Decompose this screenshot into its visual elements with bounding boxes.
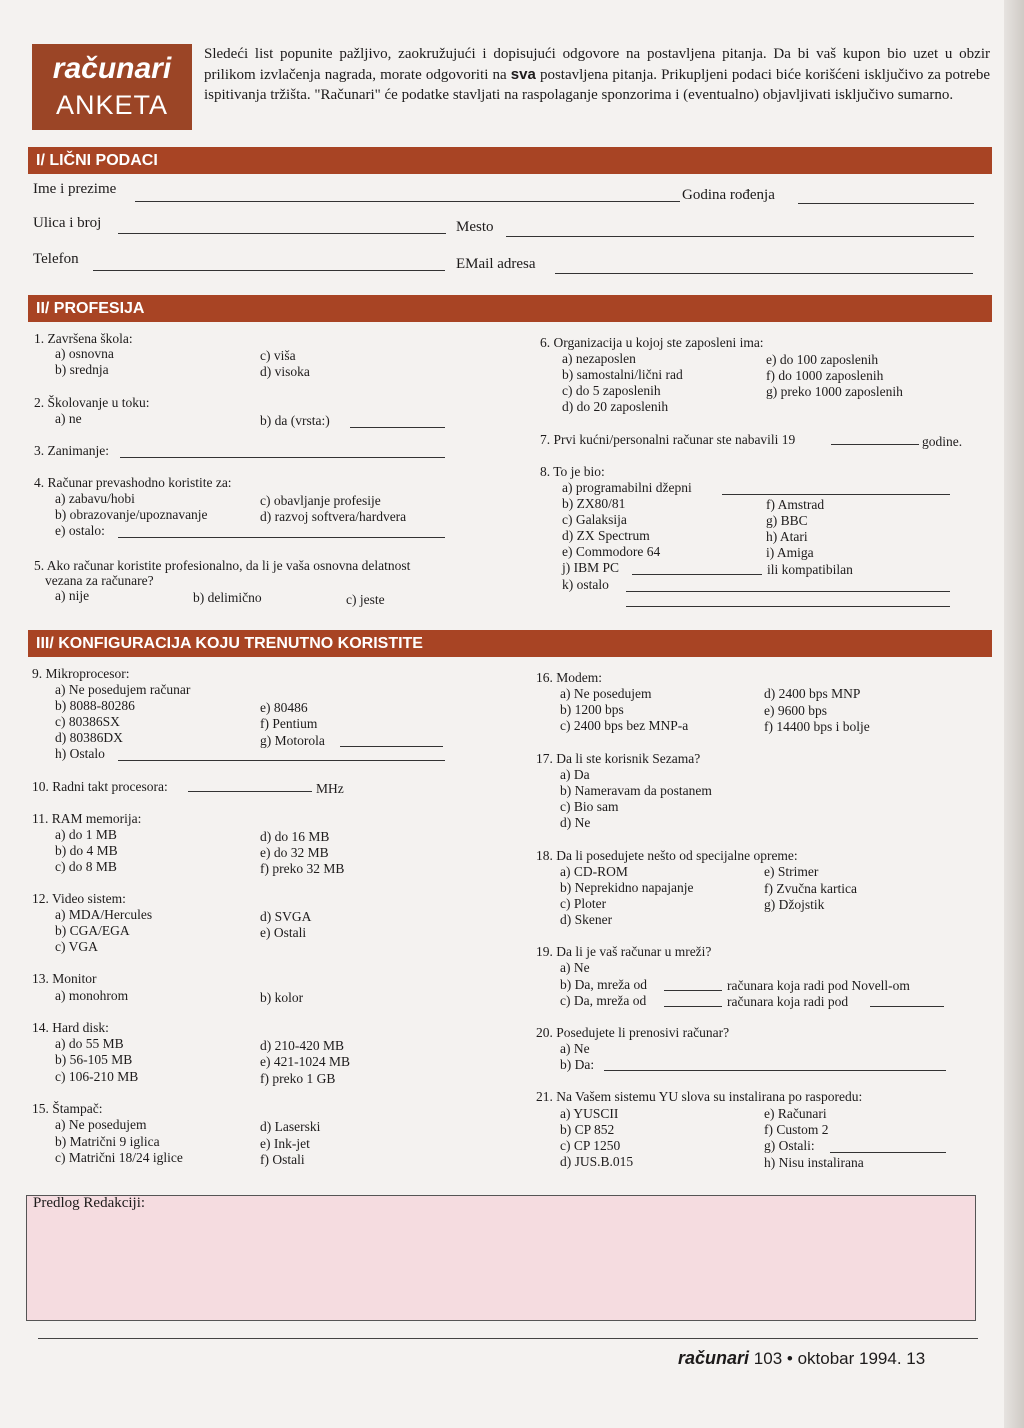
q16-option-e[interactable]: e) 9600 bps xyxy=(764,703,827,718)
q19-option-b-suffix: računara koja radi pod Novell-om xyxy=(727,978,910,993)
q7-year-field[interactable] xyxy=(831,444,919,445)
suggestion-label: Predlog Redakciji: xyxy=(33,1195,146,1211)
logo-title: ANKETA xyxy=(55,90,169,120)
q8-option-f[interactable]: f) Amstrad xyxy=(766,497,825,512)
q14-option-a[interactable]: a) do 55 MB xyxy=(55,1036,124,1051)
q2-text: 2. Školovanje u toku: xyxy=(34,395,150,410)
page-binding-shadow xyxy=(1004,0,1024,1428)
q12-option-d[interactable]: d) SVGA xyxy=(260,909,312,924)
q8-option-c[interactable]: c) Galaksija xyxy=(562,512,627,527)
q7-suffix: godine. xyxy=(922,434,963,449)
q14-option-e[interactable]: e) 421-1024 MB xyxy=(260,1054,350,1069)
q19-novell-count-field[interactable] xyxy=(664,990,722,991)
q18-option-a[interactable]: a) CD-ROM xyxy=(560,864,628,879)
q16-option-c[interactable]: c) 2400 bps bez MNP-a xyxy=(560,718,689,733)
intro-paragraph xyxy=(204,44,990,106)
q16-option-d[interactable]: d) 2400 bps MNP xyxy=(764,686,861,701)
q14-option-f[interactable]: f) preko 1 GB xyxy=(260,1071,336,1086)
q18-option-g[interactable]: g) Džojstik xyxy=(764,897,825,912)
q2-option-a[interactable]: a) ne xyxy=(55,411,82,426)
q21-option-a[interactable]: a) YUSCII xyxy=(560,1106,619,1121)
q10-text: 10. Radni takt procesora: xyxy=(32,779,168,794)
q8-option-k[interactable]: k) ostalo xyxy=(562,577,609,592)
q15-option-b[interactable]: b) Matrični 9 iglica xyxy=(55,1134,160,1149)
q19-option-c-suffix: računara koja radi pod xyxy=(727,994,849,1009)
q8-ibm-field[interactable] xyxy=(632,574,762,575)
q21-other-field[interactable] xyxy=(830,1152,946,1153)
q4-option-b[interactable]: b) obrazovanje/upoznavanje xyxy=(55,507,208,522)
q13-option-b[interactable]: b) kolor xyxy=(260,990,304,1005)
q8-text: 8. To je bio: xyxy=(540,464,605,479)
q1-text: 1. Završena škola: xyxy=(34,331,133,346)
q9-option-f[interactable]: f) Pentium xyxy=(260,716,318,731)
label-birth-year: Godina rođenja xyxy=(682,187,775,203)
q20-text: 20. Posedujete li prenosivi računar? xyxy=(536,1025,730,1040)
q1-option-b[interactable]: b) srednja xyxy=(55,362,109,377)
q6-option-b[interactable]: b) samostalni/lični rad xyxy=(562,367,683,382)
label-street: Ulica i broj xyxy=(33,215,102,231)
q4-option-c[interactable]: c) obavljanje profesije xyxy=(260,493,381,508)
q9-option-b[interactable]: b) 8088-80286 xyxy=(55,698,135,713)
q20-option-b[interactable]: b) Da: xyxy=(560,1057,595,1072)
q11-option-b[interactable]: b) do 4 MB xyxy=(55,843,118,858)
q8-other-field-1[interactable] xyxy=(626,591,950,592)
q5-option-b[interactable]: b) delimično xyxy=(193,590,262,605)
q20-device-field[interactable] xyxy=(604,1070,946,1071)
q2-option-b[interactable]: b) da (vrsta:) xyxy=(260,413,330,428)
q8-compat-label: ili kompatibilan xyxy=(767,562,853,577)
q19-option-c[interactable]: c) Da, mreža od xyxy=(560,993,647,1008)
q6-option-f[interactable]: f) do 1000 zaposlenih xyxy=(766,368,884,383)
q15-option-f[interactable]: f) Ostali xyxy=(260,1152,305,1167)
footer-issue: 103 xyxy=(753,1349,783,1368)
q11-option-a[interactable]: a) do 1 MB xyxy=(55,827,117,842)
q9-option-g[interactable]: g) Motorola xyxy=(260,733,325,748)
q1-option-c[interactable]: c) viša xyxy=(260,348,296,363)
q19-option-b[interactable]: b) Da, mreža od xyxy=(560,977,647,992)
q20-option-a[interactable]: a) Ne xyxy=(560,1041,590,1056)
q16-option-f[interactable]: f) 14400 bps i bolje xyxy=(764,719,870,734)
q9-motorola-field[interactable] xyxy=(340,746,443,747)
q12-option-a[interactable]: a) MDA/Hercules xyxy=(55,907,153,922)
q3-occupation-field[interactable] xyxy=(120,457,445,458)
q21-option-e[interactable]: e) Računari xyxy=(764,1106,827,1121)
name-field[interactable] xyxy=(135,201,680,202)
q6-option-g[interactable]: g) preko 1000 zaposlenih xyxy=(766,384,903,399)
q8-option-j[interactable]: j) IBM PC xyxy=(562,560,620,575)
q1-option-d[interactable]: d) visoka xyxy=(260,364,310,379)
q9-option-c[interactable]: c) 80386SX xyxy=(55,714,120,729)
q6-text: 6. Organizacija u kojoj ste zaposleni ima: xyxy=(540,335,764,350)
brand-logo: računari xyxy=(52,52,172,85)
footer-rule xyxy=(38,1338,978,1339)
q8-calculator-field[interactable] xyxy=(722,494,950,495)
q13-option-a[interactable]: a) monohrom xyxy=(55,988,129,1003)
footer-date: oktobar 1994. xyxy=(797,1349,902,1368)
q4-option-a[interactable]: a) zabavu/hobi xyxy=(55,491,135,506)
q19-os-field[interactable] xyxy=(870,1006,944,1007)
q9-option-d[interactable]: d) 80386DX xyxy=(55,730,123,745)
q10-mhz-field[interactable] xyxy=(188,791,312,792)
q4-option-e[interactable]: e) ostalo: xyxy=(55,523,105,538)
q8-option-d[interactable]: d) ZX Spectrum xyxy=(562,528,650,543)
q9-option-a[interactable]: a) Ne posedujem računar xyxy=(55,682,191,697)
q11-option-c[interactable]: c) do 8 MB xyxy=(55,859,117,874)
q5-text-cont: vezana za računare? xyxy=(45,573,154,588)
phone-field[interactable] xyxy=(93,270,445,271)
page-footer xyxy=(678,1348,925,1369)
q15-option-d[interactable]: d) Laserski xyxy=(260,1119,321,1134)
q21-option-c[interactable]: c) CP 1250 xyxy=(560,1138,621,1153)
label-city: Mesto xyxy=(456,219,494,235)
street-field[interactable] xyxy=(118,233,446,234)
q21-option-d[interactable]: d) JUS.B.015 xyxy=(560,1154,634,1169)
q21-text: 21. Na Vašem sistemu YU slova su instalirana po rasporedu: xyxy=(536,1089,863,1104)
q21-option-b[interactable]: b) CP 852 xyxy=(560,1122,615,1137)
q15-option-a[interactable]: a) Ne posedujem xyxy=(55,1117,147,1132)
q13-text: 13. Monitor xyxy=(32,971,97,986)
q11-text: 11. RAM memorija: xyxy=(32,811,142,826)
suggestion-box[interactable] xyxy=(26,1195,976,1321)
q12-option-e[interactable]: e) Ostali xyxy=(260,925,307,940)
q12-option-c[interactable]: c) VGA xyxy=(55,939,98,954)
q21-option-h[interactable]: h) Nisu instalirana xyxy=(764,1155,864,1170)
email-field[interactable] xyxy=(555,273,973,274)
birth-year-field[interactable] xyxy=(798,203,974,204)
q21-option-f[interactable]: f) Custom 2 xyxy=(764,1122,829,1137)
q14-option-d[interactable]: d) 210-420 MB xyxy=(260,1038,344,1053)
footer-bullet: • xyxy=(786,1349,793,1368)
q5-option-c[interactable]: c) jeste xyxy=(346,592,385,607)
q8-option-a[interactable]: a) programabilni džepni xyxy=(562,480,692,495)
q9-option-h[interactable]: h) Ostalo xyxy=(55,746,105,761)
q1-option-a[interactable]: a) osnovna xyxy=(55,346,114,361)
q3-text: 3. Zanimanje: xyxy=(34,443,109,458)
footer-brand: računari xyxy=(678,1348,750,1368)
q9-text: 9. Mikroprocesor: xyxy=(32,666,130,681)
q18-option-c[interactable]: c) Ploter xyxy=(560,896,607,911)
q4-other-field[interactable] xyxy=(118,537,445,538)
footer-page-number: 13 xyxy=(906,1349,926,1368)
q11-option-e[interactable]: e) do 32 MB xyxy=(260,845,329,860)
q16-option-a[interactable]: a) Ne posedujem xyxy=(560,686,652,701)
anketa-logo xyxy=(32,44,192,130)
q8-option-g[interactable]: g) BBC xyxy=(766,513,808,528)
section-konfiguracija-header: III/ KONFIGURACIJA KOJU TRENUTNO KORISTITE xyxy=(28,630,992,657)
q15-text: 15. Štampač: xyxy=(32,1101,103,1116)
q16-option-b[interactable]: b) 1200 bps xyxy=(560,702,624,717)
q15-option-e[interactable]: e) Ink-jet xyxy=(260,1136,310,1151)
q6-option-c[interactable]: c) do 5 zaposlenih xyxy=(562,383,661,398)
q17-option-b[interactable]: b) Nameravam da postanem xyxy=(560,783,712,798)
q17-option-d[interactable]: d) Ne xyxy=(560,815,591,830)
q18-option-f[interactable]: f) Zvučna kartica xyxy=(764,881,857,896)
section-profesija-header: II/ PROFESIJA xyxy=(28,295,992,322)
q17-option-a[interactable]: a) Da xyxy=(560,767,590,782)
q15-option-c[interactable]: c) Matrični 18/24 iglice xyxy=(55,1150,183,1165)
q18-option-d[interactable]: d) Skener xyxy=(560,912,613,927)
q14-option-b[interactable]: b) 56-105 MB xyxy=(55,1052,133,1067)
section-licni-podaci-header: I/ LIČNI PODACI xyxy=(28,147,992,174)
q17-option-c[interactable]: c) Bio sam xyxy=(560,799,619,814)
label-phone: Telefon xyxy=(33,251,79,267)
q14-text: 14. Hard disk: xyxy=(32,1020,109,1035)
q9-other-field[interactable] xyxy=(118,760,445,761)
q21-option-g[interactable]: g) Ostali: xyxy=(764,1138,815,1153)
intro-text-2: postavljena pitanja. Prikupljeni podaci biće korišćeni isključivo za potrebe ispitivanja tržišta. "Računari" će podatke stavljati na raspolaganje sponzorima i (eventualno) objavljivati isključivo sumarno. xyxy=(204,66,991,103)
q5-option-a[interactable]: a) nije xyxy=(55,588,90,603)
q18-option-b[interactable]: b) Neprekidno napajanje xyxy=(560,880,694,895)
q8-option-h[interactable]: h) Atari xyxy=(766,529,808,544)
q9-option-e[interactable]: e) 80486 xyxy=(260,700,308,715)
intro-text-1: Sledeći list popunite pažljivo, zaokružujući i dopisujući odgovore na postavljena pitanja. Da bi vaš kupon bio uzet u obzir prilikom izvlačenja nagrada, morate odgovoriti na xyxy=(204,46,990,83)
q6-option-d[interactable]: d) do 20 zaposlenih xyxy=(562,399,669,414)
q10-unit: MHz xyxy=(316,781,344,796)
q19-text: 19. Da li je vaš računar u mreži? xyxy=(536,944,712,959)
q18-option-e[interactable]: e) Strimer xyxy=(764,864,819,879)
q16-text: 16. Modem: xyxy=(536,670,602,685)
q14-option-c[interactable]: c) 106-210 MB xyxy=(55,1069,139,1084)
q12-text: 12. Video sistem: xyxy=(32,891,126,906)
q7-text: 7. Prvi kućni/personalni računar ste nabavili 19 xyxy=(540,432,796,447)
q11-option-f[interactable]: f) preko 32 MB xyxy=(260,861,345,876)
label-name: Ime i prezime xyxy=(33,181,117,197)
q5-text: 5. Ako računar koristite profesionalno, da li je vaša osnovna delatnost xyxy=(34,558,411,573)
q17-text: 17. Da li ste korisnik Sezama? xyxy=(536,751,701,766)
q8-option-e[interactable]: e) Commodore 64 xyxy=(562,544,661,559)
intro-bold: sva xyxy=(510,65,536,83)
q6-option-a[interactable]: a) nezaposlen xyxy=(562,351,636,366)
q6-option-e[interactable]: e) do 100 zaposlenih xyxy=(766,352,879,367)
q8-other-field-2[interactable] xyxy=(626,606,950,607)
q8-option-b[interactable]: b) ZX80/81 xyxy=(562,496,626,511)
q4-text: 4. Računar prevashodno koristite za: xyxy=(34,475,232,490)
q8-option-i[interactable]: i) Amiga xyxy=(766,545,814,560)
label-email: EMail adresa xyxy=(456,256,536,272)
q18-text: 18. Da li posedujete nešto od specijalne opreme: xyxy=(536,848,798,863)
q12-option-b[interactable]: b) CGA/EGA xyxy=(55,923,130,938)
q19-other-count-field[interactable] xyxy=(664,1006,722,1007)
q2-type-field[interactable] xyxy=(350,427,445,428)
city-field[interactable] xyxy=(506,236,974,237)
q19-option-a[interactable]: a) Ne xyxy=(560,960,590,975)
q11-option-d[interactable]: d) do 16 MB xyxy=(260,829,330,844)
q4-option-d[interactable]: d) razvoj softvera/hardvera xyxy=(260,509,407,524)
